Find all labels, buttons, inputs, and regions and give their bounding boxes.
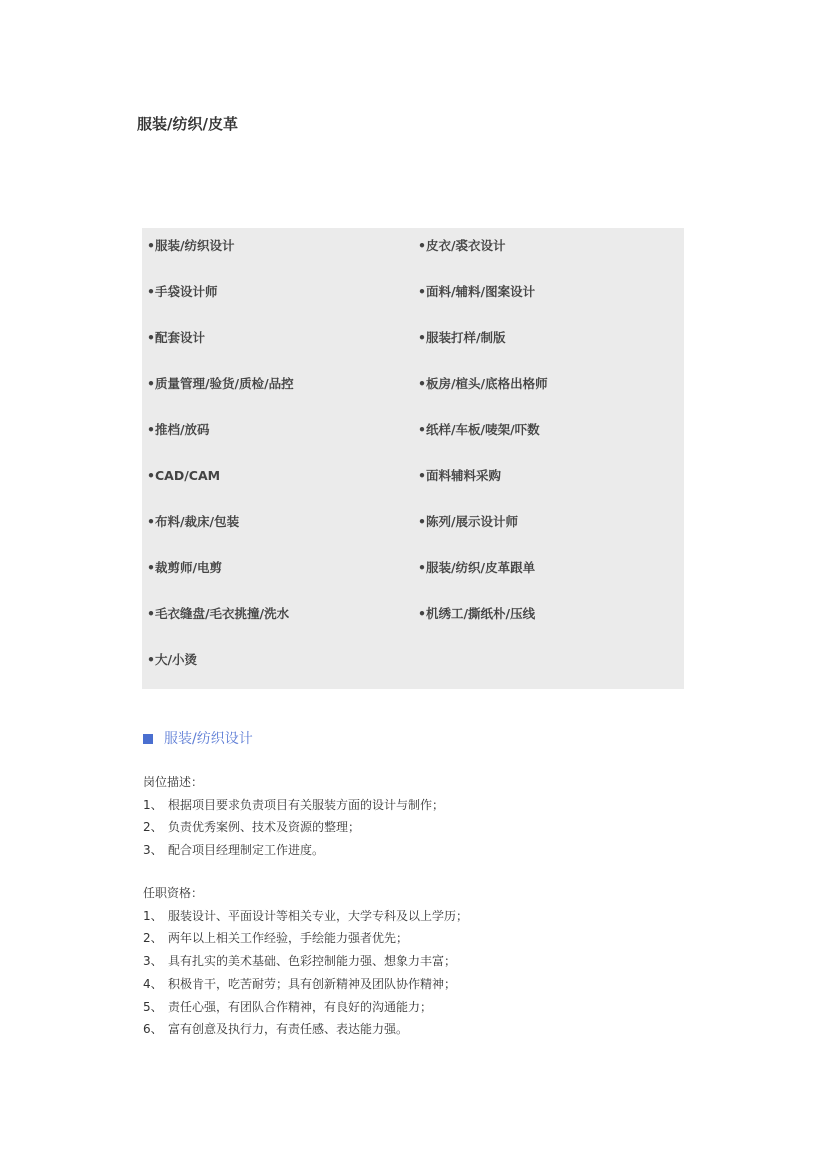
- job-link[interactable]: •服装打样/制版: [418, 330, 506, 345]
- list-number: 2、: [143, 820, 163, 835]
- list-text: 两年以上相关工作经验，手绘能力强者优先；: [168, 931, 409, 946]
- list-number: 5、: [143, 999, 163, 1014]
- list-text: 积极肯干，吃苦耐劳；具有创新精神及团队协作精神；: [168, 976, 457, 991]
- list-item: [143, 816, 444, 839]
- job-link[interactable]: •大/小烫: [147, 652, 198, 667]
- job-link[interactable]: •板房/楦头/底格出格师: [418, 376, 548, 391]
- job-link[interactable]: •质量管理/验货/质检/品控: [147, 376, 294, 391]
- job-link[interactable]: •面料辅料采购: [418, 468, 501, 483]
- requirements-label: 任职资格：: [143, 886, 204, 900]
- job-description-block: [143, 771, 444, 862]
- section-heading: [143, 729, 253, 749]
- list-number: 1、: [143, 908, 163, 923]
- job-link[interactable]: •机绣工/撕纸朴/压线: [418, 606, 536, 621]
- list-number: 2、: [143, 931, 163, 946]
- list-item: [143, 1018, 468, 1041]
- list-text: 责任心强，有团队合作精神，有良好的沟通能力；: [168, 999, 433, 1014]
- job-category-grid: [142, 237, 684, 697]
- list-item: [143, 950, 468, 973]
- square-bullet-icon: [143, 734, 153, 744]
- list-text: 富有创意及执行力，有责任感、表达能力强。: [168, 1022, 409, 1037]
- job-category-panel: [142, 228, 684, 689]
- job-link[interactable]: •裁剪师/电剪: [147, 560, 223, 575]
- list-number: 1、: [143, 797, 163, 812]
- job-link[interactable]: •推档/放码: [147, 422, 210, 437]
- job-link[interactable]: •服装/纺织设计: [147, 238, 235, 253]
- list-text: 配合项目经理制定工作进度。: [168, 843, 325, 858]
- section-heading-text: 服装/纺织设计: [164, 731, 253, 747]
- list-item: [143, 996, 468, 1019]
- list-number: 3、: [143, 954, 163, 969]
- list-number: 6、: [143, 1022, 163, 1037]
- list-item: [143, 839, 444, 862]
- job-link[interactable]: •毛衣缝盘/毛衣挑撞/洗水: [147, 606, 290, 621]
- list-text: 负责优秀案例、技术及资源的整理；: [168, 820, 361, 835]
- list-number: 3、: [143, 843, 163, 858]
- job-link[interactable]: •布料/裁床/包装: [147, 514, 240, 529]
- job-link[interactable]: •CAD/CAM: [147, 468, 221, 483]
- job-link[interactable]: •皮衣/裘衣设计: [418, 238, 506, 253]
- job-description-label: 岗位描述：: [143, 775, 204, 789]
- list-text: 服装设计、平面设计等相关专业，大学专科及以上学历；: [168, 908, 469, 923]
- job-link[interactable]: •配套设计: [147, 330, 205, 345]
- job-link[interactable]: •陈列/展示设计师: [418, 514, 519, 529]
- page-title: 服装/纺织/皮革: [137, 115, 238, 133]
- list-item: [143, 794, 444, 817]
- list-item: [143, 905, 468, 928]
- job-link[interactable]: •面料/辅料/图案设计: [418, 284, 536, 299]
- job-link[interactable]: •纸样/车板/唛架/吓数: [418, 422, 540, 437]
- list-text: 根据项目要求负责项目有关服装方面的设计与制作；: [168, 797, 445, 812]
- list-text: 具有扎实的美术基础、色彩控制能力强、想象力丰富；: [168, 954, 457, 969]
- list-item: [143, 973, 468, 996]
- list-number: 4、: [143, 976, 163, 991]
- job-link[interactable]: •手袋设计师: [147, 284, 218, 299]
- list-item: [143, 927, 468, 950]
- job-link[interactable]: •服装/纺织/皮革跟单: [418, 560, 536, 575]
- requirements-block: [143, 882, 468, 1041]
